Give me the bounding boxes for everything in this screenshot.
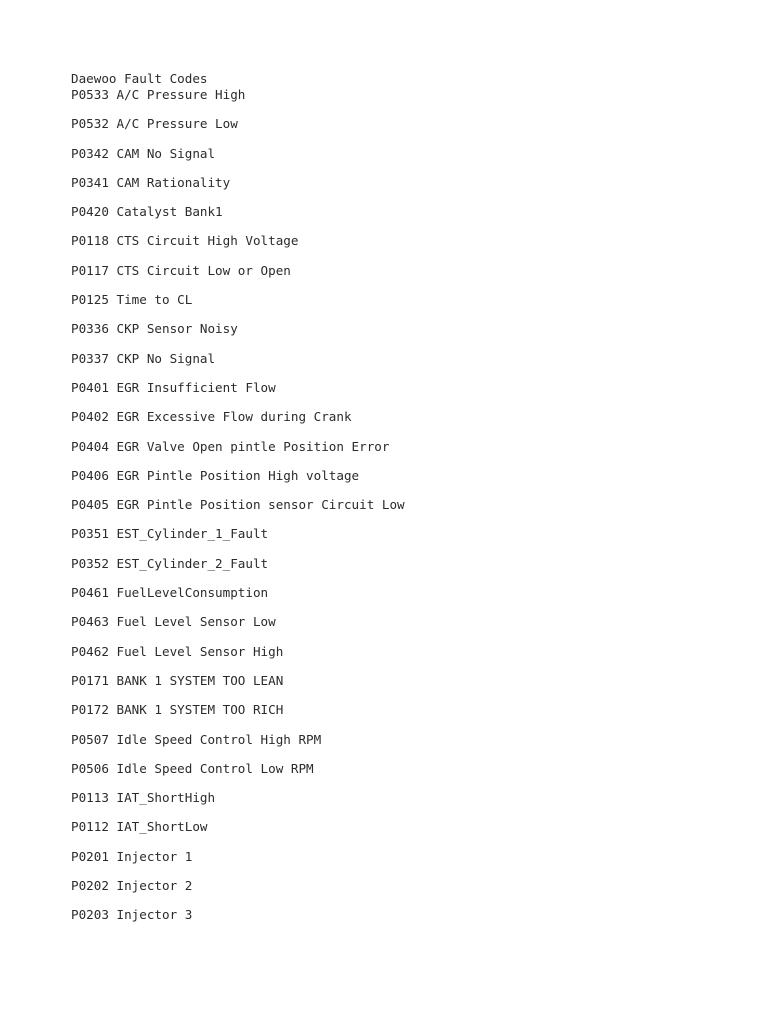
- fault-code-entry: P0172 BANK 1 SYSTEM TOO RICH: [71, 702, 284, 718]
- fault-code-entry: P0406 EGR Pintle Position High voltage: [71, 467, 360, 483]
- fault-code-list: [71, 87, 751, 937]
- fault-code-entry: P0506 Idle Speed Control Low RPM: [71, 760, 314, 776]
- fault-code-entry: P0202 Injector 2: [71, 878, 193, 894]
- document-page: [71, 71, 751, 937]
- fault-code-entry: P0337 CKP No Signal: [71, 350, 216, 366]
- fault-code-entry: P0341 CAM Rationality: [71, 174, 231, 190]
- fault-code-entry: P0113 IAT_ShortHigh: [71, 790, 216, 806]
- fault-code-entry: P0405 EGR Pintle Position sensor Circuit Low: [71, 497, 405, 513]
- fault-code-entry: P0461 FuelLevelConsumption: [71, 585, 269, 601]
- fault-code-entry: P0342 CAM No Signal: [71, 145, 216, 161]
- fault-code-entry: P0352 EST_Cylinder_2_Fault: [71, 555, 269, 571]
- document-title: Daewoo Fault Codes: [71, 71, 208, 86]
- fault-code-entry: P0462 Fuel Level Sensor High: [71, 643, 284, 659]
- fault-code-entry: P0404 EGR Valve Open pintle Position Error: [71, 438, 390, 454]
- fault-code-entry: P0463 Fuel Level Sensor Low: [71, 614, 276, 630]
- fault-code-entry: P0112 IAT_ShortLow: [71, 819, 208, 835]
- fault-code-entry: P0420 Catalyst Bank1: [71, 204, 223, 220]
- fault-code-entry: P0351 EST_Cylinder_1_Fault: [71, 526, 269, 542]
- fault-code-entry: P0118 CTS Circuit High Voltage: [71, 233, 299, 249]
- fault-code-entry: P0401 EGR Insufficient Flow: [71, 379, 276, 395]
- fault-code-entry: P0336 CKP Sensor Noisy: [71, 321, 238, 337]
- fault-code-entry: P0533 A/C Pressure High: [71, 87, 246, 102]
- fault-code-entry: P0203 Injector 3: [71, 907, 193, 923]
- fault-code-entry: P0201 Injector 1: [71, 848, 193, 864]
- fault-code-entry: P0507 Idle Speed Control High RPM: [71, 731, 322, 747]
- fault-code-entry: P0532 A/C Pressure Low: [71, 116, 238, 132]
- fault-code-entry: P0125 Time to CL: [71, 292, 193, 308]
- fault-code-entry: P0117 CTS Circuit Low or Open: [71, 262, 291, 278]
- fault-code-entry: P0171 BANK 1 SYSTEM TOO LEAN: [71, 672, 284, 688]
- fault-code-entry: P0402 EGR Excessive Flow during Crank: [71, 409, 352, 425]
